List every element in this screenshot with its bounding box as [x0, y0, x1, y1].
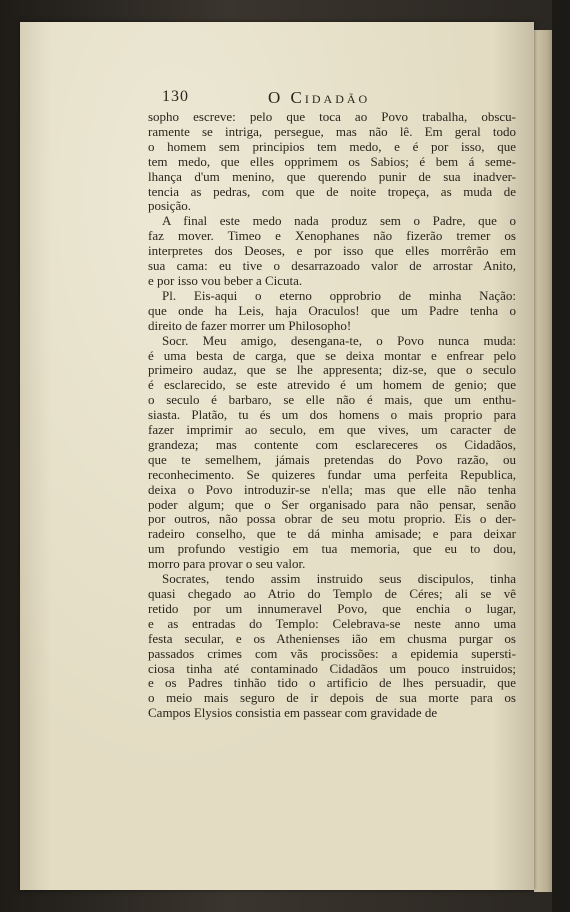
text-line: ramente se intriga, persegue, mas não lê. Em geral todo [148, 124, 516, 139]
text-line: deixa o Povo introduzir-se n'ella; mas que elle não tenha [148, 482, 516, 497]
text-line: Pl. Eis-aqui o eterno opprobrio de minha Nação: [162, 288, 516, 303]
text-line: festa secular, e os Athenienses ião em chusma purgar os [148, 631, 516, 646]
text-line: Socr. Meu amigo, desengana-te, o Povo nunca muda: [162, 333, 516, 348]
text-line: e por isso vou beber a Cicuta. [148, 273, 303, 288]
text-line: Campos Elysios consistia em passear com gravidade de [148, 706, 438, 721]
text-line: quasi chegado ao Atrio do Templo de Céres; ali se vê [148, 587, 516, 601]
text-line: direito de fazer morrer um Philosopho! [148, 318, 352, 333]
text-line: é uma besta de carga, que se deixa montar e enfrear pelo [148, 348, 516, 363]
text-line: o meio mais seguro de ir depois de sua morte para os [148, 691, 516, 706]
text-line: posição. [148, 199, 191, 214]
running-title: O Cidadão [268, 88, 371, 107]
text-line: Socrates, tendo assim instruido seus discipulos, tinha [162, 572, 516, 587]
text-line: reconhecimento. Se quizeres fundar uma perfeita Republica, [148, 467, 516, 482]
text-line: sua cama: eu tive o desarrazoado valor de arrostar Anito, [148, 259, 516, 274]
text-line: é esclarecido, se este atrevido é um homem de genio; que [148, 378, 516, 393]
text-line: morro para provar o seu valor. [148, 557, 306, 572]
text-line: poder algum; que o Ser organisado para não pensar, senão [148, 497, 516, 512]
page-number: 130 [162, 88, 189, 105]
text-line: grandeza; mas contente com esclareceres os Cidadãos, [148, 437, 516, 452]
page-header [162, 88, 492, 110]
text-line: e as entradas do Templo: Celebrava-se neste anno uma [148, 616, 516, 631]
text-line: um profundo vestigio em tua memoria, que eu to dou, [148, 542, 516, 557]
text-line: interpretes dos Deoses, e por isso que elles morrêrão em [148, 244, 516, 259]
text-line: que te semelhem, jámais pretendas do Povo razão, ou [148, 452, 516, 467]
text-line: fazer imprimir ao seculo, em que vives, um caracter de [148, 423, 516, 438]
text-line: A final este medo nada produz sem o Padre, que o [162, 214, 516, 229]
body-text [148, 110, 516, 721]
text-line: faz mover. Timeo e Xenophanes não fizerão tremer os [148, 229, 516, 244]
text-line: que onde ha Leis, haja Oraculos! que um Padre tenha o [148, 303, 516, 318]
text-line: ciosa tinha até contaminado Cidadãos um pouco instruidos; [148, 661, 516, 676]
text-line: passados crimes com vãs procissões: a epidemia supersti- [148, 646, 516, 661]
text-line: radeiro conselho, que te dá minha amisade; e para deixar [148, 527, 516, 542]
text-line: retido por um innumeravel Povo, que enchia o lugar, [148, 601, 516, 616]
text-line: tencia as pedras, com que de noite tropeça, as muda de [148, 184, 516, 199]
text-line: sopho escreve: pelo que toca ao Povo trabalha, obscu- [148, 110, 516, 124]
text-line: tem medo, que elles opprimem os Sabios; é bem á seme- [148, 154, 516, 169]
text-line: lhança d'um menino, que querendo punir de sua inadver- [148, 169, 516, 184]
text-line: primeiro audaz, que se lhe appresenta; diz-se, que o seculo [148, 363, 516, 378]
text-line: por outros, não possa obrar de seu motu proprio. Eis o der- [148, 512, 516, 527]
text-line: o homem sem principios tem medo, e é por isso, que [148, 139, 516, 154]
book-spine [552, 0, 570, 912]
text-line: siasta. Platão, tu és um dos homens o mais proprio para [148, 408, 516, 423]
text-line: e os Padres tinhão tido o artificio de lhes persuadir, que [148, 676, 516, 691]
text-line: o seculo é barbaro, se elle não é mais, que um enthu- [148, 393, 516, 408]
